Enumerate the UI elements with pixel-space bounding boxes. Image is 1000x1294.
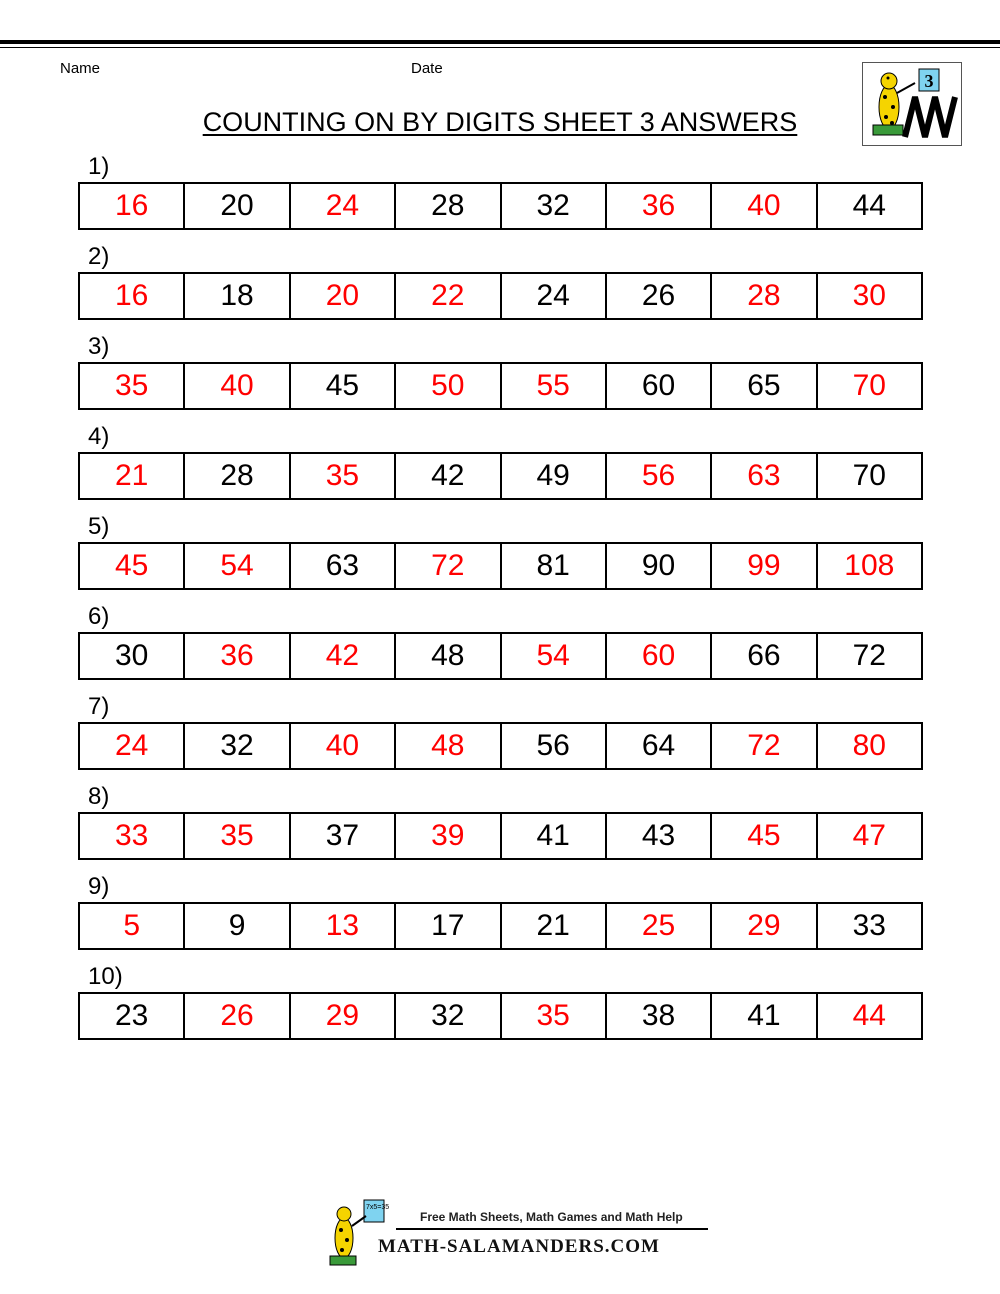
answer-cell: 55 bbox=[502, 364, 607, 408]
answer-cell: 24 bbox=[291, 184, 396, 228]
answer-cell: 35 bbox=[502, 994, 607, 1038]
answer-cell: 48 bbox=[396, 724, 501, 768]
given-number-cell: 43 bbox=[607, 814, 712, 858]
given-number-cell: 37 bbox=[291, 814, 396, 858]
given-number-cell: 64 bbox=[607, 724, 712, 768]
answer-cell: 70 bbox=[852, 369, 886, 402]
answer-cell: 39 bbox=[396, 814, 501, 858]
given-number-cell: 32 bbox=[502, 184, 607, 228]
answer-cell: 56 bbox=[607, 454, 712, 498]
given-number-cell: 66 bbox=[712, 634, 817, 678]
answer-cell: 40 bbox=[185, 364, 290, 408]
question-2 bbox=[78, 242, 923, 320]
given-number-cell: 26 bbox=[607, 274, 712, 318]
top-rule-thick bbox=[0, 40, 1000, 44]
answer-cell: 35 bbox=[80, 364, 185, 408]
given-number-cell: 17 bbox=[396, 904, 501, 948]
question-9 bbox=[78, 872, 923, 950]
footer-brand-block bbox=[326, 1198, 711, 1270]
logo-digit: 3 bbox=[924, 71, 934, 91]
question-number: 3) bbox=[88, 333, 110, 360]
given-number-cell: 44 bbox=[852, 189, 886, 222]
question-number: 4) bbox=[88, 423, 110, 450]
given-number-cell: 65 bbox=[712, 364, 817, 408]
given-number-cell: 9 bbox=[185, 904, 290, 948]
footer-tagline: Free Math Sheets, Math Games and Math Help bbox=[420, 1210, 683, 1224]
question-4 bbox=[78, 422, 923, 500]
given-number-cell: 38 bbox=[607, 994, 712, 1038]
answer-cell: 40 bbox=[712, 184, 817, 228]
sequence-row bbox=[78, 362, 923, 410]
footer-rule bbox=[396, 1228, 708, 1230]
given-number-cell: 42 bbox=[396, 454, 501, 498]
given-number-cell: 81 bbox=[502, 544, 607, 588]
given-number-cell: 30 bbox=[80, 634, 185, 678]
answer-cell: 22 bbox=[396, 274, 501, 318]
answer-cell: 72 bbox=[712, 724, 817, 768]
given-number-cell: 28 bbox=[185, 454, 290, 498]
answer-cell: 16 bbox=[80, 274, 185, 318]
answer-cell: 21 bbox=[80, 454, 185, 498]
given-number-cell: 41 bbox=[502, 814, 607, 858]
given-number-cell: 72 bbox=[852, 639, 886, 672]
given-number-cell: 49 bbox=[502, 454, 607, 498]
grade-logo bbox=[862, 62, 962, 146]
sequence-row bbox=[78, 182, 923, 230]
answer-cell: 72 bbox=[396, 544, 501, 588]
question-number: 1) bbox=[88, 153, 110, 180]
sequence-row bbox=[78, 452, 923, 500]
question-7 bbox=[78, 692, 923, 770]
sequence-row bbox=[78, 812, 923, 860]
answer-cell: 20 bbox=[291, 274, 396, 318]
sequence-row bbox=[78, 542, 923, 590]
given-number-cell: 24 bbox=[502, 274, 607, 318]
answer-cell: 30 bbox=[852, 279, 886, 312]
given-number-cell: 63 bbox=[291, 544, 396, 588]
answer-cell: 29 bbox=[291, 994, 396, 1038]
answer-cell: 44 bbox=[852, 999, 886, 1032]
given-number-cell: 20 bbox=[185, 184, 290, 228]
given-number-cell: 41 bbox=[712, 994, 817, 1038]
answer-cell: 47 bbox=[852, 819, 886, 852]
answer-cell: 99 bbox=[712, 544, 817, 588]
given-number-cell: 21 bbox=[502, 904, 607, 948]
answer-cell: 26 bbox=[185, 994, 290, 1038]
answer-cell: 60 bbox=[607, 634, 712, 678]
answer-cell: 40 bbox=[291, 724, 396, 768]
answer-cell: 108 bbox=[844, 549, 895, 582]
answer-cell: 80 bbox=[852, 729, 886, 762]
footer-badge-text: 7x5=35 bbox=[366, 1204, 390, 1211]
question-number: 10) bbox=[88, 963, 123, 990]
answer-cell: 63 bbox=[712, 454, 817, 498]
answer-cell: 54 bbox=[502, 634, 607, 678]
given-number-cell: 60 bbox=[607, 364, 712, 408]
question-number: 9) bbox=[88, 873, 110, 900]
given-number-cell: 32 bbox=[396, 994, 501, 1038]
answer-cell: 45 bbox=[80, 544, 185, 588]
answer-cell: 35 bbox=[185, 814, 290, 858]
answer-cell: 28 bbox=[712, 274, 817, 318]
given-number-cell: 48 bbox=[396, 634, 501, 678]
answer-cell: 25 bbox=[607, 904, 712, 948]
answer-cell: 54 bbox=[185, 544, 290, 588]
given-number-cell: 70 bbox=[852, 459, 886, 492]
answer-cell: 36 bbox=[607, 184, 712, 228]
given-number-cell: 33 bbox=[852, 909, 886, 942]
given-number-cell: 18 bbox=[185, 274, 290, 318]
given-number-cell: 45 bbox=[291, 364, 396, 408]
page-title bbox=[0, 104, 1000, 140]
given-number-cell: 23 bbox=[80, 994, 185, 1038]
sequence-row bbox=[78, 632, 923, 680]
salamander-logo-icon bbox=[863, 63, 961, 145]
answer-cell: 35 bbox=[291, 454, 396, 498]
sequence-row bbox=[78, 722, 923, 770]
answer-cell: 50 bbox=[396, 364, 501, 408]
given-number-cell: 32 bbox=[185, 724, 290, 768]
name-label: Name bbox=[60, 60, 101, 77]
question-3 bbox=[78, 332, 923, 410]
date-label: Date bbox=[411, 60, 443, 77]
page-title-text: COUNTING ON BY DIGITS SHEET 3 ANSWERS bbox=[202, 107, 798, 137]
given-number-cell: 28 bbox=[396, 184, 501, 228]
question-number: 7) bbox=[88, 693, 110, 720]
question-8 bbox=[78, 782, 923, 860]
given-number-cell: 90 bbox=[607, 544, 712, 588]
question-number: 6) bbox=[88, 603, 110, 630]
sequence-row bbox=[78, 992, 923, 1040]
question-5 bbox=[78, 512, 923, 590]
question-6 bbox=[78, 602, 923, 680]
answer-cell: 29 bbox=[712, 904, 817, 948]
question-number: 2) bbox=[88, 243, 110, 270]
answer-cell: 36 bbox=[185, 634, 290, 678]
question-number: 5) bbox=[88, 513, 110, 540]
top-rule-thin bbox=[0, 47, 1000, 48]
given-number-cell: 56 bbox=[502, 724, 607, 768]
answer-cell: 42 bbox=[291, 634, 396, 678]
question-1 bbox=[78, 152, 923, 230]
footer-brand-name: MATH-SALAMANDERS.COM bbox=[378, 1236, 660, 1257]
sequence-row bbox=[78, 902, 923, 950]
answer-cell: 13 bbox=[291, 904, 396, 948]
answer-cell: 5 bbox=[80, 904, 185, 948]
question-number: 8) bbox=[88, 783, 110, 810]
answer-cell: 16 bbox=[80, 184, 185, 228]
answer-cell: 45 bbox=[712, 814, 817, 858]
answer-cell: 24 bbox=[80, 724, 185, 768]
question-10 bbox=[78, 962, 923, 1040]
sequence-row bbox=[78, 272, 923, 320]
answer-cell: 33 bbox=[80, 814, 185, 858]
